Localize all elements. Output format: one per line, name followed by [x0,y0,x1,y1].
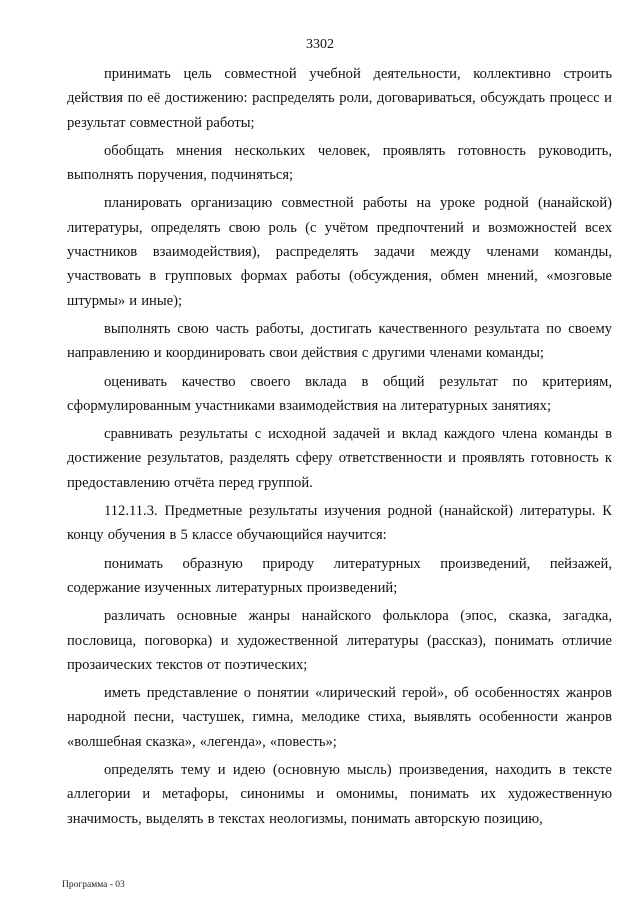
page-footer: Программа - 03 [62,880,125,890]
document-body [67,62,612,831]
paragraph: иметь представление о понятии «лирический герой», об особенностях жанров народной песни, частушек, гимна, мелодике стиха, выявлять особенности жанров «волшебная сказка», «легенда», «повесть»; [67,685,612,750]
paragraph: сравнивать результаты с исходной задачей и вклад каждого члена команды в достижение результатов, разделять сферу ответственности и проявлять готовность к предоставлению отчёта перед группой. [67,426,612,491]
paragraph: планировать организацию совместной работы на уроке родной (нанайской) литературы, определять свою роль (с учётом предпочтений и возможностей всех участников взаимодействия), распределять задачи между членами команды, участвовать в групповых формах работы (обсуждения, обмен мнений, «мозговые штурмы» и иные); [67,195,612,309]
section-heading-paragraph: 112.11.3. Предметные результаты изучения родной (нанайской) литературы. К концу обучения в 5 классе обучающийся научится: [67,503,612,544]
page-number: 3302 [306,37,334,52]
paragraph: принимать цель совместной учебной деятельности, коллективно строить действия по её достижению: распределять роли, договариваться, обсуждать процесс и результат совместной работы; [67,66,612,131]
paragraph: оценивать качество своего вклада в общий результат по критериям, сформулированным участниками взаимодействия на литературных занятиях; [67,373,612,414]
paragraph: выполнять свою часть работы, достигать качественного результата по своему направлению и координировать свои действия с другими членами команды; [67,320,612,362]
paragraph: определять тему и идею (основную мысль) произведения, находить в тексте аллегории и метафоры, синонимы и омонимы, понимать их художественную значимость, выделять в текстах неологизмы, понимать авторскую позицию, [67,762,612,827]
paragraph: различать основные жанры нанайского фольклора (эпос, сказка, загадка, пословица, поговорка) и художественной литературы (рассказ), понимать отличие прозаических текстов от поэтических; [67,608,612,673]
paragraph: обобщать мнения нескольких человек, проявлять готовность руководить, выполнять поручения, подчиняться; [67,142,612,184]
paragraph: понимать образную природу литературных произведений, пейзажей, содержание изученных литературных произведений; [67,555,612,596]
